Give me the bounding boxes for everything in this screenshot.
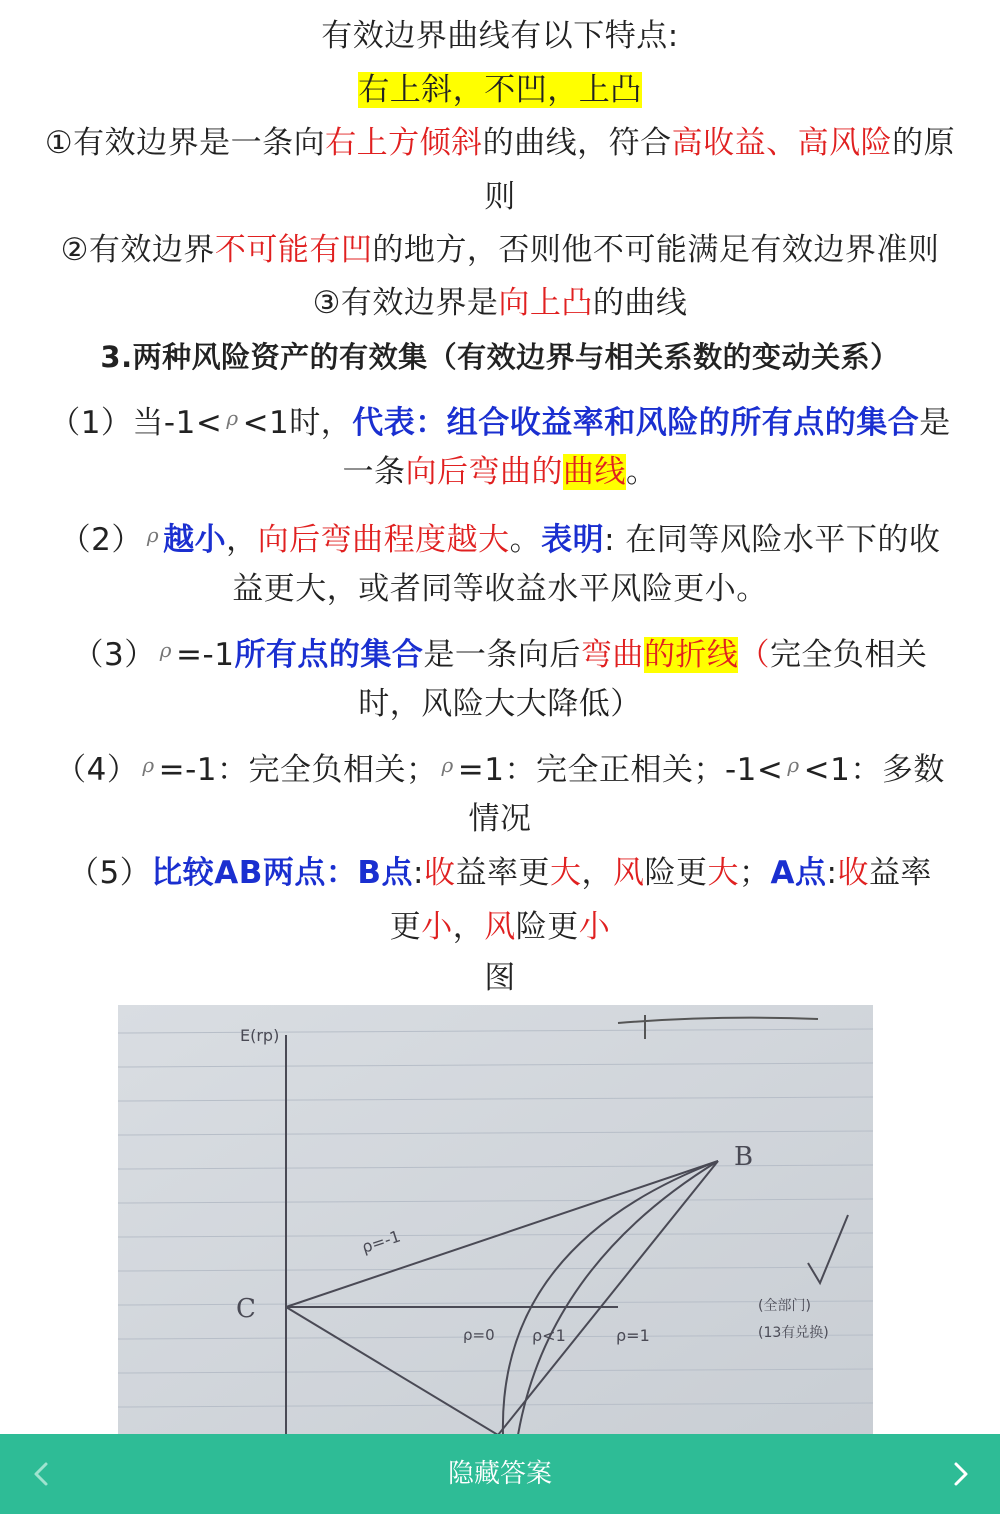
item5-emph-h: 风 xyxy=(612,855,645,891)
intro-label: 有效边界曲线有以下特点: xyxy=(321,18,679,54)
item2-emph-f: 表明 xyxy=(541,522,605,558)
item5-emph-n: 收 xyxy=(837,855,869,891)
item5-text-i: 险更 xyxy=(644,855,708,891)
hide-answer-bar xyxy=(0,1434,1000,1514)
item2-text-e: 。 xyxy=(509,522,542,558)
figure-caption xyxy=(0,958,1000,998)
item4-line xyxy=(0,745,1000,790)
label-rho1: ρ=1 xyxy=(616,1326,650,1345)
item5-emph-f: 大 xyxy=(549,855,582,891)
item1-emph-f: 向后弯曲的 xyxy=(405,454,563,490)
rho-symbol: ρ xyxy=(441,753,454,777)
item5-text-t: 险更 xyxy=(515,909,579,945)
item5-emph-u: 小 xyxy=(578,909,611,945)
item4-text-a: （4） xyxy=(55,752,139,788)
point3-emph-b: 向上凸 xyxy=(498,285,593,321)
point1-text-f: 则 xyxy=(484,179,516,215)
rho-symbol: ρ xyxy=(226,406,239,430)
item1-text-b: <1时， xyxy=(242,405,353,441)
item3-line xyxy=(0,630,1000,675)
point2-text-c: 的地方，否则他不可能满足有效边界准则 xyxy=(372,232,940,268)
item3-text-d: 是一条向后 xyxy=(423,637,581,673)
section-heading xyxy=(0,337,1000,377)
item1-line-2 xyxy=(0,452,1000,492)
item3-emph-c: 所有点的集合 xyxy=(234,637,424,673)
item3-highlight-f: 的折线 xyxy=(643,637,739,673)
item4-text-e: 情况 xyxy=(468,801,532,837)
point2-text-a: ②有效边界 xyxy=(60,232,215,268)
point-c-label: C xyxy=(236,1294,256,1324)
point2-line xyxy=(0,230,1000,270)
item3-emph-g: （ xyxy=(738,637,770,673)
point2-emph-b: 不可能有凹 xyxy=(214,232,373,268)
item2-text-c: ， xyxy=(226,522,258,558)
note-line-1: (全部门) xyxy=(758,1298,811,1314)
item1-line xyxy=(0,398,1000,443)
item4-text-c: =1：完全正相关；-1< xyxy=(457,752,784,788)
rho-symbol: ρ xyxy=(146,523,160,547)
item5-text-e: 益率更 xyxy=(455,855,550,891)
item4-line-2 xyxy=(0,799,1000,839)
chevron-right-icon[interactable] xyxy=(948,1456,974,1492)
item5-text-g: ， xyxy=(581,855,613,891)
item2-emph-b: 越小 xyxy=(163,522,227,558)
item5-text-m: : xyxy=(826,855,838,891)
item5-line-2 xyxy=(0,907,1000,947)
item2-emph-d: 向后弯曲程度越大 xyxy=(257,522,510,558)
item3-line-2 xyxy=(0,684,1000,724)
rho-symbol: ρ xyxy=(159,638,173,662)
point3-text-c: 的曲线 xyxy=(592,285,688,321)
point1-line-2 xyxy=(0,177,1000,217)
rho-symbol: ρ xyxy=(787,753,800,777)
item1-highlight-g: 曲线 xyxy=(563,454,626,490)
handwritten-diagram-photo xyxy=(118,1005,873,1434)
note-line-2: (13有兑换) xyxy=(758,1325,829,1341)
item1-text-d: 是 xyxy=(919,405,951,441)
point1-emph-b: 右上方倾斜 xyxy=(325,125,483,161)
point1-text-a: ①有效边界是一条向 xyxy=(44,125,326,161)
hide-answer-button[interactable]: 隐藏答案 xyxy=(447,1459,552,1489)
label-rho0: ρ=0 xyxy=(463,1326,495,1344)
point1-line xyxy=(0,123,1000,163)
item3-emph-e: 弯曲 xyxy=(580,637,644,673)
item3-text-b: =-1 xyxy=(176,637,235,673)
item5-emph-d: 收 xyxy=(423,855,456,891)
intro-text xyxy=(0,16,1000,56)
item2-line xyxy=(0,515,1000,560)
item4-text-b: =-1：完全负相关； xyxy=(158,752,438,788)
item1-text-e: 一条 xyxy=(342,454,406,490)
item5-emph-j: 大 xyxy=(707,855,739,891)
item5-line xyxy=(0,853,1000,893)
item5-text-k: ； xyxy=(738,855,771,891)
item2-text-a: （2） xyxy=(59,522,143,558)
rho-symbol: ρ xyxy=(142,753,155,777)
item1-text-h: 。 xyxy=(626,454,658,490)
summary-highlight: 右上斜，不凹，上凸 xyxy=(358,72,642,108)
item3-text-i: 时，风险大大降低） xyxy=(358,686,642,722)
item5-emph-l: A点 xyxy=(770,855,827,891)
item5-text-o: 益率 xyxy=(868,855,932,891)
item5-emph-s: 风 xyxy=(484,909,516,945)
figure-caption-label: 图 xyxy=(484,960,516,996)
item5-emph-b: 比较AB两点：B点 xyxy=(151,855,414,891)
item1-emph-c: 代表：组合收益率和风险的所有点的集合 xyxy=(352,405,920,441)
label-rho-neg1: ρ=-1 xyxy=(359,1226,403,1257)
point3-line xyxy=(0,283,1000,323)
item2-text-g: : 在同等风险水平下的收 xyxy=(604,522,941,558)
section-heading-label: 3.两种风险资产的有效集（有效边界与相关系数的变动关系） xyxy=(100,340,900,374)
item4-text-d: <1：多数 xyxy=(803,752,945,788)
point1-emph-d: 高收益、高风险 xyxy=(671,125,893,161)
item5-text-p: 更 xyxy=(389,909,422,945)
item3-text-a: （3） xyxy=(72,637,156,673)
item5-text-c: : xyxy=(413,855,424,891)
point1-text-e: 的原 xyxy=(892,125,956,161)
item2-text-h: 益更大，或者同等收益水平风险更小。 xyxy=(232,571,768,607)
item3-text-h: 完全负相关 xyxy=(769,637,928,673)
item1-text-a: （1）当-1< xyxy=(49,405,223,441)
point1-text-c: 的曲线，符合 xyxy=(482,125,672,161)
item5-text-a: （5） xyxy=(68,855,152,891)
label-rho-lt1: ρ<1 xyxy=(532,1326,566,1345)
item5-text-r: ， xyxy=(452,909,485,945)
point-b-label: B xyxy=(734,1142,754,1172)
point3-text-a: ③有效边界是 xyxy=(312,285,499,321)
item2-line-2 xyxy=(0,569,1000,609)
summary-line xyxy=(0,70,1000,110)
axis-label-erp: E(rp) xyxy=(240,1026,280,1045)
item5-emph-q: 小 xyxy=(421,909,453,945)
